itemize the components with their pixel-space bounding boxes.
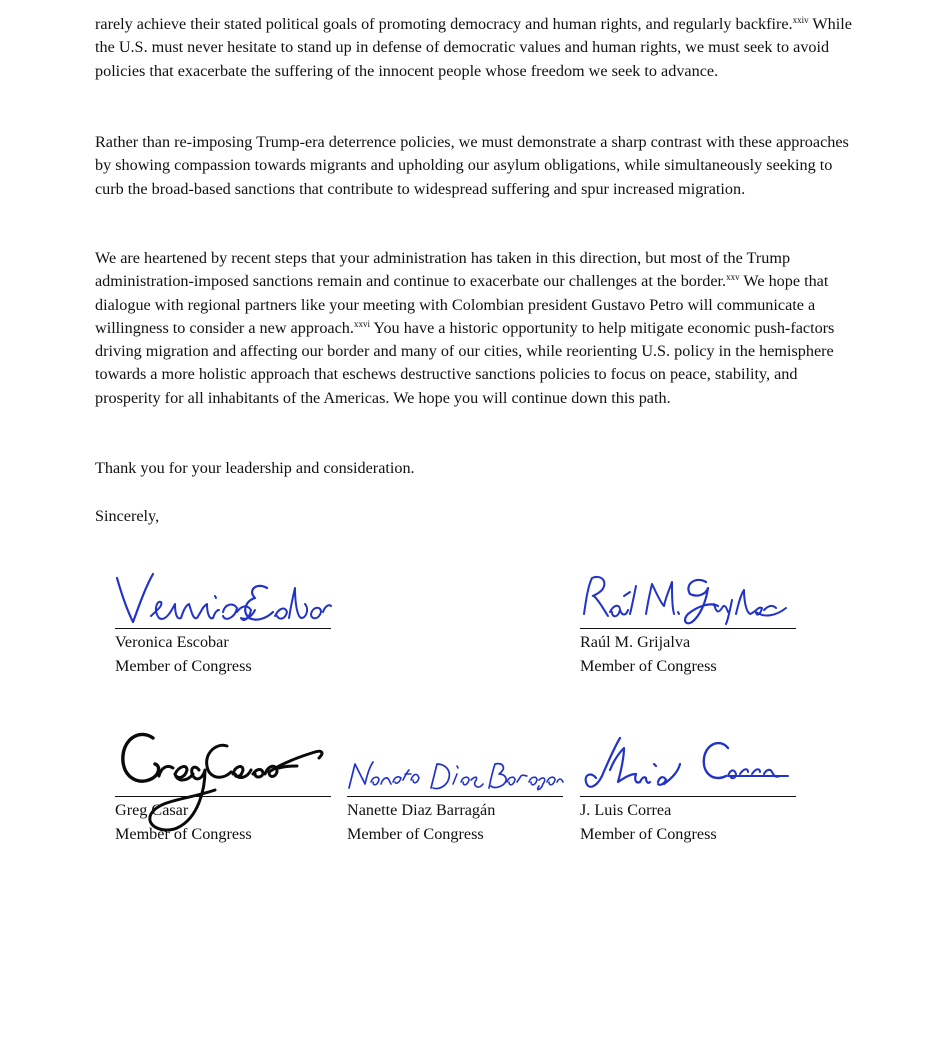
endnote-marker: xxiv xyxy=(792,15,809,25)
paragraph-1 xyxy=(95,13,855,83)
signatory-title: Member of Congress xyxy=(347,825,484,843)
signatory-title: Member of Congress xyxy=(115,825,252,843)
paragraph-1-text-a: rarely achieve their stated political goals of promoting democracy and human rights, and regularly backfire. xyxy=(95,15,793,33)
signatory-name: Greg Casar xyxy=(115,801,189,819)
signature-casar xyxy=(115,734,331,796)
signature-correa xyxy=(580,734,796,796)
paragraph-4: Thank you for your leadership and consideration. xyxy=(95,459,415,477)
signature-block-barragan xyxy=(347,734,563,846)
paragraph-3-text-a: We are heartened by recent steps that your administration has taken in this direction, but most of the Trump administration-imposed sanctions remain and continue to exacerbate our challenges at the border. xyxy=(95,249,791,291)
signature-line xyxy=(580,628,796,629)
signatory-title: Member of Congress xyxy=(580,825,717,843)
signatory-name: Nanette Diaz Barragán xyxy=(347,801,496,819)
paragraph-3-text-c: You have a historic opportunity to help mitigate economic push-factors driving migration and affecting our border and many of our cities, while reorienting U.S. policy in the hemisphere towards a more holistic approach that eschews destructive sanctions policies to focus on peace, stability, and prosperity for all inhabitants of the Americas. We hope you will continue down this path. xyxy=(95,318,835,407)
signature-line xyxy=(347,796,563,797)
paragraph-2: Rather than re-imposing Trump-era deterrence policies, we must demonstrate a sharp contrast with these approaches by showing compassion towards migrants and upholding our asylum obligations, while simultaneously seeking to curb the broad-based sanctions that contribute to widespread suffering and spur increased migration. xyxy=(95,133,849,198)
signature-block-escobar xyxy=(115,566,331,678)
signatory-title: Member of Congress xyxy=(115,657,252,675)
signature-escobar xyxy=(115,566,331,628)
paragraph-3 xyxy=(95,247,855,410)
signature-line xyxy=(115,628,331,629)
signature-barragan xyxy=(347,734,563,796)
paragraph-1-text-b: While the U.S. must never hesitate to stand up in defense of democratic values and human rights, we must seek to avoid policies that exacerbate the suffering of the innocent people whose freedom we seek to advance. xyxy=(95,15,852,80)
signatory-name: J. Luis Correa xyxy=(580,801,672,819)
signature-block-correa xyxy=(580,734,796,846)
paragraph-3-text-b: We hope that dialogue with regional partners like your meeting with Colombian president Gustavo Petro will communicate a willingness to consider a new approach. xyxy=(95,272,829,337)
signature-block-grijalva xyxy=(580,566,796,678)
signatory-name: Veronica Escobar xyxy=(115,633,229,651)
endnote-marker: xxvi xyxy=(353,318,370,329)
signatory-name: Raúl M. Grijalva xyxy=(580,633,691,651)
signature-block-casar xyxy=(115,734,331,846)
signature-line xyxy=(580,796,796,797)
closing: Sincerely, xyxy=(95,507,160,525)
signature-line xyxy=(115,796,331,797)
signature-grijalva xyxy=(580,566,796,628)
endnote-marker: xxv xyxy=(726,272,740,283)
signatory-title: Member of Congress xyxy=(580,657,717,675)
